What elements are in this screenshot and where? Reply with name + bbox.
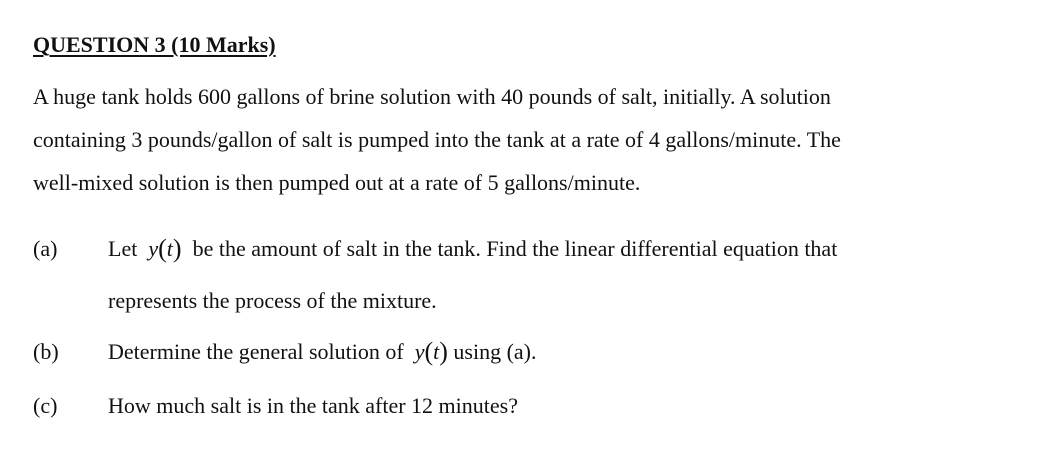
part-b-label: (b)	[33, 339, 59, 364]
problem-text-line-2: containing 3 pounds/gallon of salt is pumped into the tank at a rate of 4 gallons/minute. The	[33, 127, 841, 152]
part-b-close-paren: )	[439, 337, 448, 366]
problem-text-line-1: A huge tank holds 600 gallons of brine solution with 40 pounds of salt, initially. A solution	[33, 84, 831, 109]
part-a-pre: Let	[108, 236, 138, 261]
part-b-arg: t	[433, 339, 440, 364]
part-c-label: (c)	[33, 393, 58, 418]
problem-text-line-3: well-mixed solution is then pumped out at a rate of 5 gallons/minute.	[33, 170, 641, 195]
part-c-text: How much salt is in the tank after 12 minutes?	[108, 393, 518, 418]
part-b-pre: Determine the general solution of	[108, 339, 404, 364]
part-a-close-paren: )	[172, 234, 182, 263]
part-a-math	[143, 236, 187, 261]
part-a-text	[108, 236, 837, 262]
part-b-math	[409, 339, 448, 364]
part-a-text-line-2: represents the process of the mixture.	[108, 288, 437, 313]
question-heading: QUESTION 3 (10 Marks)	[33, 32, 276, 57]
part-a-post: be the amount of salt in the tank. Find the linear differential equation that	[192, 236, 838, 261]
part-a-arg: t	[166, 236, 173, 261]
part-b-fn: y	[414, 339, 425, 364]
part-b-text	[108, 339, 537, 365]
part-b-post: using (a).	[453, 339, 537, 364]
part-a-label: (a)	[33, 236, 58, 261]
part-b-open-paren: (	[424, 337, 434, 366]
part-a-open-paren: (	[158, 234, 167, 263]
part-a-fn: y	[148, 236, 159, 261]
